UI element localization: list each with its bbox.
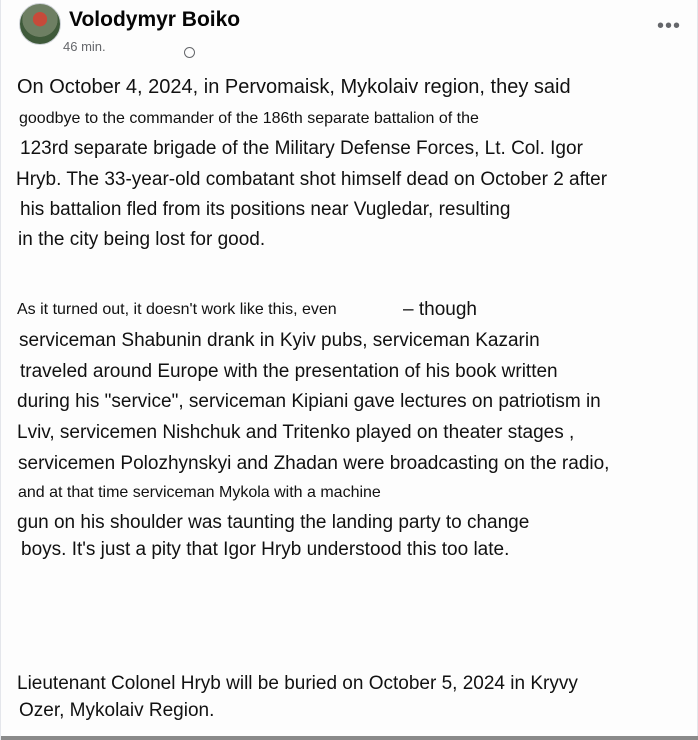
author-name[interactable]: Volodymyr Boiko: [69, 8, 241, 31]
paragraph-line: Lviv, servicemen Nishchuk and Tritenko played on theater stages ,: [17, 422, 575, 443]
paragraph-line: serviceman Shabunin drank in Kyiv pubs, serviceman Kazarin: [19, 330, 540, 351]
paragraph-line: 123rd separate brigade of the Military Defense Forces, Lt. Col. Igor: [20, 138, 583, 159]
paragraph-line: gun on his shoulder was taunting the landing party to change: [17, 512, 530, 533]
post-header: [19, 3, 689, 63]
paragraph-line: and at that time serviceman Mykola with a machine: [18, 484, 381, 501]
paragraph-line: in the city being lost for good.: [18, 229, 266, 250]
paragraph-line: – though: [403, 299, 477, 320]
paragraph-line: Lieutenant Colonel Hryb will be buried on October 5, 2024 in Kryvy: [17, 673, 578, 694]
paragraph-line: servicemen Polozhynskyi and Zhadan were broadcasting on the radio,: [18, 453, 610, 474]
post-timestamp[interactable]: 46 min.: [63, 39, 106, 54]
paragraph-line: during his "service", serviceman Kipiani gave lectures on patriotism in: [17, 391, 601, 412]
paragraph-line: On October 4, 2024, in Pervomaisk, Mykolaiv region, they said: [17, 76, 571, 98]
paragraph-line: traveled around Europe with the presentation of his book written: [20, 361, 558, 382]
paragraph-line: As it turned out, it doesn't work like this, even: [17, 301, 337, 318]
more-horizontal-icon[interactable]: •••: [656, 15, 681, 37]
paragraph-line: boys. It's just a pity that Igor Hryb understood this too late.: [21, 539, 510, 560]
paragraph-line: Hryb. The 33-year-old combatant shot himself dead on October 2 after: [16, 169, 608, 190]
paragraph-line: his battalion fled from its positions near Vugledar, resulting: [20, 199, 511, 220]
bottom-border: [1, 736, 698, 740]
globe-icon: [184, 47, 195, 58]
author-avatar[interactable]: [19, 3, 61, 45]
paragraph-line: Ozer, Mykolaiv Region.: [19, 700, 215, 721]
paragraph-line: goodbye to the commander of the 186th separate battalion of the: [19, 110, 479, 127]
